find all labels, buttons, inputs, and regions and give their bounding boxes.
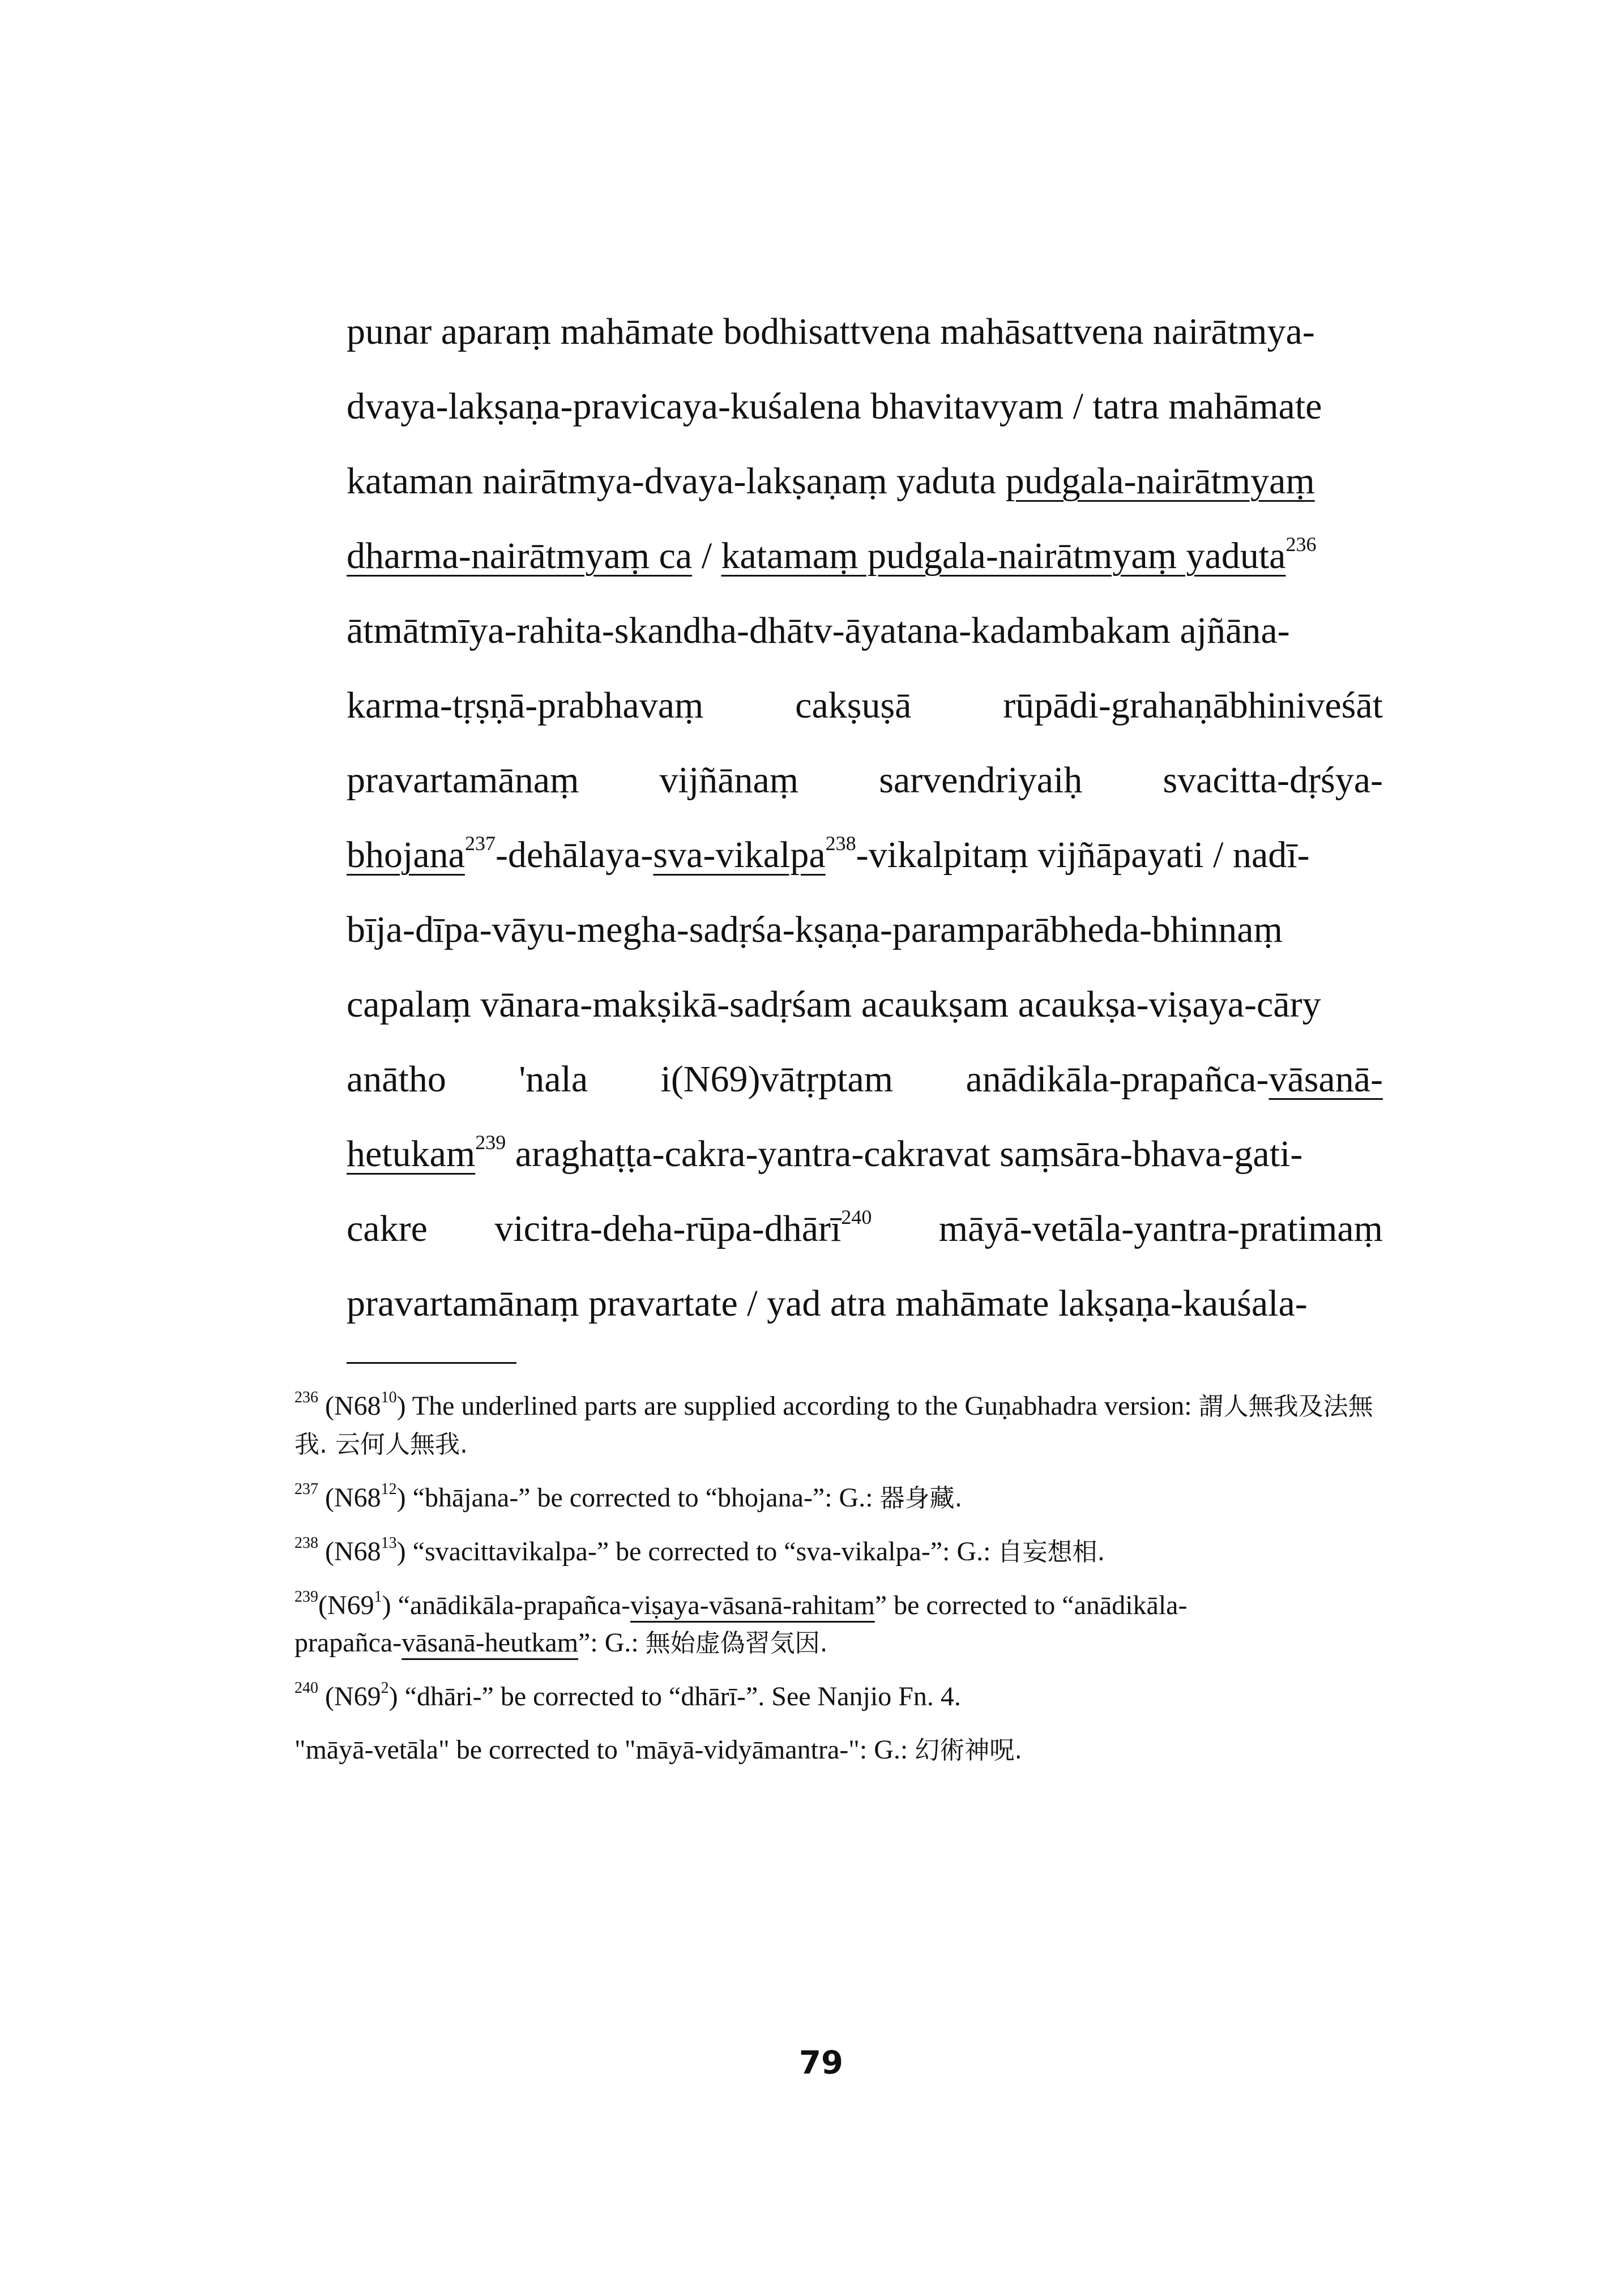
text-line-6: karma-tṛṣṇā-prabhavaṃ cakṣuṣā rūpādi-grahaṇābhiniveśāt — [347, 685, 1383, 726]
footnote-ref[interactable]: 236 — [1285, 533, 1317, 556]
text-line-3: kataman nairātmya-dvaya-lakṣaṇaṃ yaduta pudgala-nairātmyaṃ — [347, 460, 1315, 502]
footnote-240: $^{240}$ $(N69^2)$ “dhāri-” be corrected to “dhārī-”. See Nanjio Fn. 4. — [294, 1679, 961, 1712]
text-line-7: pravartamānaṃ vijñānaṃ sarvendriyaiḥ svacitta-dṛśya- — [347, 759, 1383, 801]
text-line-8: bhojana$^{237}$-dehālaya-sva-vikalpa$^{238}$-vikalpitaṃ vijñāpayati / nadī- — [347, 832, 1310, 876]
underlined-supplied-text: vāsanā- — [1268, 1059, 1383, 1100]
footnotes — [294, 1388, 1382, 1785]
text-line-1: punar aparaṃ mahāmate bodhisattvena mahāsattvena nairātmya- — [347, 311, 1315, 352]
footnote-ref[interactable]: 237 — [464, 832, 496, 855]
footnote-238: $^{238}$ $(N68^{13})$ “svacittavikalpa-” be corrected to “sva-vikalpa-”: G.: 自妄想相. — [294, 1534, 1105, 1567]
footnote-ref[interactable]: 240 — [841, 1206, 872, 1228]
text-line-11: anātho 'nala i(N69)vātṛptam anādikāla-prapañca-vāsanā- — [347, 1059, 1383, 1100]
footnote-extra: "māyā-vetāla" be corrected to "māyā-vidyāmantra-": G.: 幻術神呪. — [294, 1735, 1023, 1765]
text-line-4: dharma-nairātmyaṃ ca / katamaṃ pudgala-nairātmyaṃ yaduta$^{236}$ — [347, 533, 1317, 577]
text-line-12: hetukam$^{239}$ araghaṭṭa-cakra-yantra-cakravat saṃsāra-bhava-gati- — [347, 1131, 1303, 1175]
text-line-10: capalaṃ vānara-makṣikā-sadṛśam acaukṣam acaukṣa-viṣaya-cāry — [347, 984, 1321, 1025]
underlined-supplied-text: bhojana — [347, 834, 465, 876]
text-line-5: ātmātmīya-rahita-skandha-dhātv-āyatana-kadambakam ajñāna- — [347, 610, 1290, 651]
underlined-supplied-text: pudgala-nairātmyaṃ — [1005, 460, 1315, 502]
underlined-supplied-text: katamaṃ pudgala-nairātmyaṃ yaduta — [721, 535, 1286, 577]
page-number: 79 — [799, 2045, 843, 2081]
text-line-14: pravartamānaṃ pravartate / yad atra mahāmate lakṣaṇa-kauśala- — [347, 1283, 1308, 1324]
footnote-239: $^{239}(N69^1)$ “anādikāla-prapañca-viṣaya-vāsanā-rahitam” be corrected to “anādikāla- prapañca-vāsanā-heutkam”: G.: 無始虚偽習気因. — [294, 1588, 1188, 1658]
underlined-supplied-text: dharma-nairātmyaṃ ca — [347, 535, 693, 577]
text-line-9: bīja-dīpa-vāyu-megha-sadṛśa-kṣaṇa-paramparābheda-bhinnaṃ — [347, 909, 1283, 950]
footnote-separator — [347, 1362, 516, 1364]
footnote-ref[interactable]: 238 — [825, 832, 856, 855]
underlined-supplied-text: hetukam — [347, 1133, 476, 1175]
text-line-13: cakre vicitra-deha-rūpa-dhārī$^{240}$ māyā-vetāla-yantra-pratimaṃ — [347, 1206, 1383, 1249]
main-text — [347, 295, 1383, 1341]
footnote-236: $^{236}$ $(N68^{10})$ The underlined parts are supplied according to the Guṇabhadra version: 謂人無我及法無我. 云何人無我. — [294, 1389, 1373, 1459]
text-line-2: dvaya-lakṣaṇa-pravicaya-kuśalena bhavitavyam / tatra mahāmate — [347, 386, 1322, 427]
underlined-supplied-text: sva-vikalpa — [653, 834, 826, 876]
footnote-ref[interactable]: 239 — [475, 1131, 506, 1154]
footnote-237: $^{237}$ $(N68^{12})$ “bhājana-” be corrected to “bhojana-”: G.: 器身藏. — [294, 1480, 963, 1513]
